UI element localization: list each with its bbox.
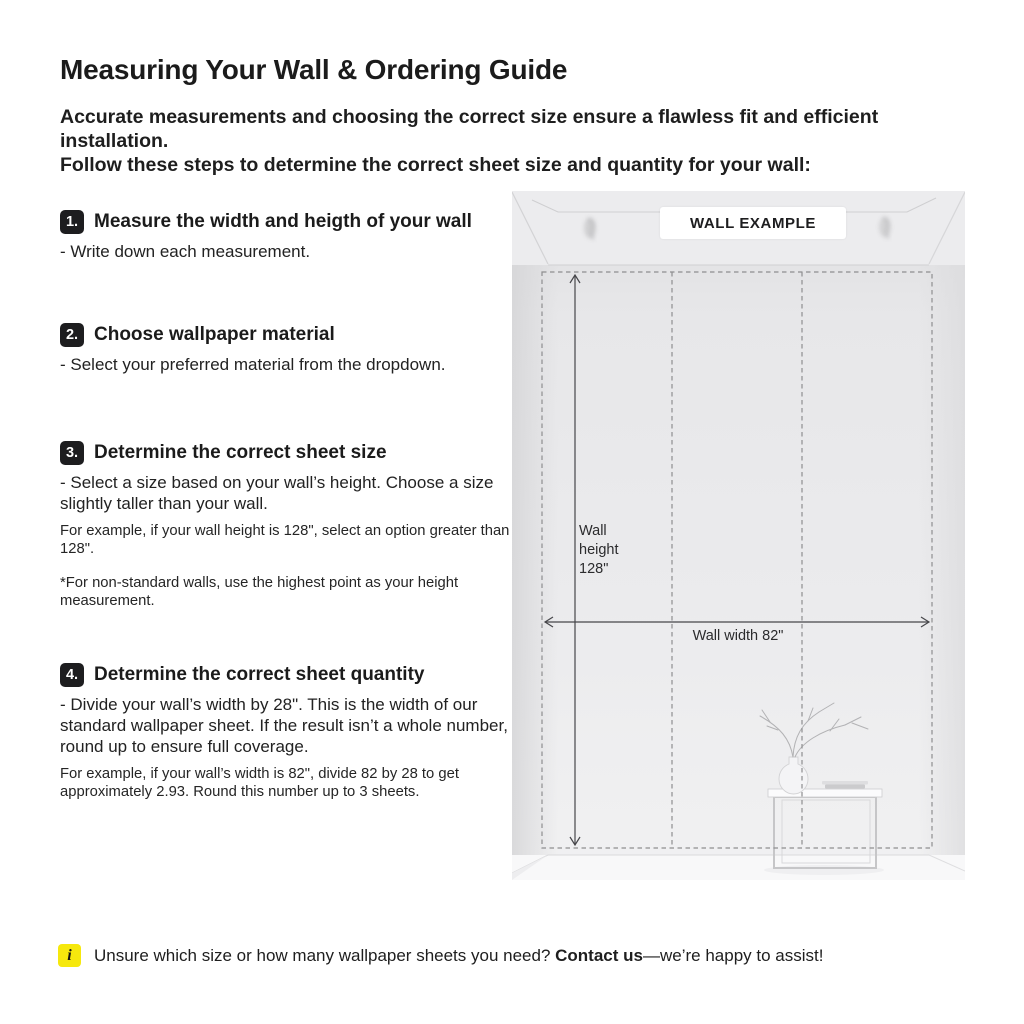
- step-3: [60, 441, 530, 610]
- step-3-heading: Determine the correct sheet size: [94, 442, 387, 463]
- books-icon: [822, 781, 868, 789]
- step-2-heading: Choose wallpaper material: [94, 324, 335, 345]
- help-suffix: —we’re happy to assist!: [642, 945, 824, 965]
- wall-height-label: [579, 522, 619, 579]
- step-1-body: - Write down each measurement.: [60, 242, 311, 261]
- intro-text: [60, 105, 990, 177]
- page-title: Measuring Your Wall & Ordering Guide: [60, 54, 568, 85]
- step-2: [60, 323, 530, 375]
- info-icon: i: [58, 944, 81, 967]
- step-4-header: [60, 663, 530, 687]
- wall-example-illustration: [512, 191, 965, 880]
- wall-height-label-line2: height: [579, 542, 619, 558]
- contact-us-link[interactable]: Contact us: [555, 945, 643, 965]
- step-4-body: - Divide your wall’s width by 28". This is the width of our standard wallpaper sheet. If the result isn’t a whole number, round up to ensure full coverage.: [60, 695, 508, 756]
- wall-height-label-line1: Wall: [579, 523, 607, 539]
- step-1-heading: Measure the width and heigth of your wall: [94, 211, 472, 232]
- step-3-header: [60, 441, 530, 465]
- step-3-number-badge: 3.: [60, 441, 84, 465]
- intro-line-1: Accurate measurements and choosing the correct size ensure a flawless fit and efficient installation.: [60, 106, 879, 152]
- help-note-text: [94, 946, 823, 966]
- step-1: [60, 210, 530, 262]
- wall-example-badge: WALL EXAMPLE: [660, 207, 846, 239]
- wall-width-label: Wall width 82": [692, 628, 784, 644]
- floor: [512, 855, 965, 880]
- step-3-body: - Select a size based on your wall’s height. Choose a size slightly taller than your wall.: [60, 473, 494, 513]
- step-2-body: - Select your preferred material from the dropdown.: [60, 355, 446, 374]
- intro-line-2: Follow these steps to determine the correct sheet size and quantity for your wall:: [60, 154, 811, 176]
- step-4-example-note: For example, if your wall’s width is 82", divide 82 by 28 to get approximately 2.93. Round this number up to 3 sheets.: [60, 766, 459, 800]
- step-3-asterisk-note: *For non-standard walls, use the highest point as your height measurement.: [60, 575, 459, 609]
- step-1-header: [60, 210, 530, 234]
- help-note: [58, 944, 978, 967]
- help-question: Unsure which size or how many wallpaper sheets you need?: [94, 945, 556, 965]
- step-3-example-note: For example, if your wall height is 128", select an option greater than 128".: [60, 523, 510, 557]
- step-4-number-badge: 4.: [60, 663, 84, 687]
- step-4-heading: Determine the correct sheet quantity: [94, 664, 425, 685]
- step-1-number-badge: 1.: [60, 210, 84, 234]
- step-2-header: [60, 323, 530, 347]
- step-2-number-badge: 2.: [60, 323, 84, 347]
- step-4: [60, 663, 530, 801]
- wall-height-value: 128": [579, 561, 609, 577]
